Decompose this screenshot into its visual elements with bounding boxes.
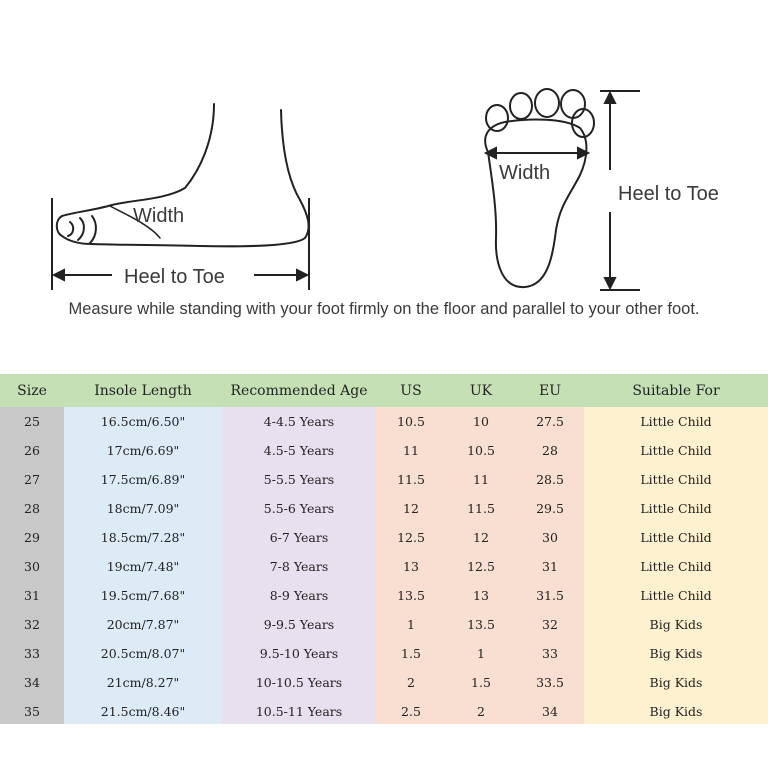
cell-size: 27 (0, 465, 64, 494)
cell-eu: 28 (516, 436, 584, 465)
header-suitable-for: Suitable For (584, 374, 768, 407)
cell-suitable-for: Little Child (584, 436, 768, 465)
cell-us: 13.5 (376, 581, 446, 610)
top-view-foot-illustration (485, 89, 594, 287)
cell-insole-length: 21.5cm/8.46" (64, 697, 222, 726)
cell-size: 33 (0, 639, 64, 668)
cell-recommended-age: 8-9 Years (222, 581, 376, 610)
cell-eu: 33.5 (516, 668, 584, 697)
cell-us: 11.5 (376, 465, 446, 494)
cell-eu: 30 (516, 523, 584, 552)
cell-suitable-for: Little Child (584, 494, 768, 523)
table-row (0, 552, 768, 581)
cell-size: 35 (0, 697, 64, 726)
cell-eu: 34 (516, 697, 584, 726)
cell-uk: 13.5 (446, 610, 516, 639)
cell-uk: 2 (446, 697, 516, 726)
cell-suitable-for: Big Kids (584, 610, 768, 639)
cell-uk: 1.5 (446, 668, 516, 697)
cell-suitable-for: Little Child (584, 523, 768, 552)
cell-us: 1 (376, 610, 446, 639)
cell-suitable-for: Little Child (584, 407, 768, 436)
cell-recommended-age: 4.5-5 Years (222, 436, 376, 465)
cell-suitable-for: Little Child (584, 552, 768, 581)
cell-insole-length: 18.5cm/7.28" (64, 523, 222, 552)
cell-us: 12.5 (376, 523, 446, 552)
cell-size: 31 (0, 581, 64, 610)
header-insole-length: Insole Length (64, 374, 222, 407)
cell-eu: 31 (516, 552, 584, 581)
cell-eu: 27.5 (516, 407, 584, 436)
cell-recommended-age: 9-9.5 Years (222, 610, 376, 639)
bottom-margin (0, 724, 768, 768)
cell-suitable-for: Big Kids (584, 697, 768, 726)
cell-size: 25 (0, 407, 64, 436)
cell-size: 26 (0, 436, 64, 465)
cell-us: 13 (376, 552, 446, 581)
cell-insole-length: 19cm/7.48" (64, 552, 222, 581)
table-row (0, 436, 768, 465)
cell-recommended-age: 9.5-10 Years (222, 639, 376, 668)
cell-eu: 28.5 (516, 465, 584, 494)
measurement-instruction: Measure while standing with your foot firmly on the floor and parallel to your other foot. (68, 300, 700, 318)
cell-us: 2 (376, 668, 446, 697)
table-header-row (0, 374, 768, 407)
top-heel-to-toe-label: Heel to Toe (618, 183, 719, 205)
cell-us: 12 (376, 494, 446, 523)
cell-suitable-for: Little Child (584, 581, 768, 610)
cell-recommended-age: 4-4.5 Years (222, 407, 376, 436)
cell-insole-length: 18cm/7.09" (64, 494, 222, 523)
header-eu: EU (516, 374, 584, 407)
table-row (0, 668, 768, 697)
table-row (0, 494, 768, 523)
table-row (0, 523, 768, 552)
cell-us: 1.5 (376, 639, 446, 668)
cell-eu: 33 (516, 639, 584, 668)
cell-insole-length: 20cm/7.87" (64, 610, 222, 639)
table-row (0, 697, 768, 726)
cell-us: 11 (376, 436, 446, 465)
cell-uk: 1 (446, 639, 516, 668)
cell-eu: 32 (516, 610, 584, 639)
cell-uk: 10 (446, 407, 516, 436)
cell-suitable-for: Big Kids (584, 668, 768, 697)
cell-size: 32 (0, 610, 64, 639)
table-row (0, 407, 768, 436)
side-heel-to-toe-label: Heel to Toe (124, 266, 225, 288)
cell-insole-length: 20.5cm/8.07" (64, 639, 222, 668)
cell-size: 30 (0, 552, 64, 581)
cell-suitable-for: Big Kids (584, 639, 768, 668)
cell-eu: 31.5 (516, 581, 584, 610)
table-row (0, 581, 768, 610)
cell-recommended-age: 10-10.5 Years (222, 668, 376, 697)
header-recommended-age: Recommended Age (222, 374, 376, 407)
cell-suitable-for: Little Child (584, 465, 768, 494)
cell-insole-length: 17cm/6.69" (64, 436, 222, 465)
header-us: US (376, 374, 446, 407)
cell-uk: 11 (446, 465, 516, 494)
cell-uk: 12.5 (446, 552, 516, 581)
cell-us: 2.5 (376, 697, 446, 726)
top-width-label: Width (499, 162, 551, 184)
top-width-ruler (486, 148, 588, 158)
cell-recommended-age: 6-7 Years (222, 523, 376, 552)
table-row (0, 465, 768, 494)
cell-insole-length: 21cm/8.27" (64, 668, 222, 697)
size-chart-table (0, 374, 768, 726)
cell-uk: 11.5 (446, 494, 516, 523)
cell-recommended-age: 5-5.5 Years (222, 465, 376, 494)
cell-size: 29 (0, 523, 64, 552)
cell-recommended-age: 7-8 Years (222, 552, 376, 581)
cell-insole-length: 17.5cm/6.89" (64, 465, 222, 494)
table-row (0, 610, 768, 639)
header-uk: UK (446, 374, 516, 407)
cell-uk: 13 (446, 581, 516, 610)
cell-eu: 29.5 (516, 494, 584, 523)
header-size: Size (0, 374, 64, 407)
side-width-label: Width (133, 205, 185, 227)
cell-recommended-age: 5.5-6 Years (222, 494, 376, 523)
cell-insole-length: 16.5cm/6.50" (64, 407, 222, 436)
cell-recommended-age: 10.5-11 Years (222, 697, 376, 726)
table-row (0, 639, 768, 668)
cell-us: 10.5 (376, 407, 446, 436)
cell-uk: 12 (446, 523, 516, 552)
cell-size: 28 (0, 494, 64, 523)
cell-size: 34 (0, 668, 64, 697)
foot-measurement-diagram (0, 0, 768, 330)
cell-insole-length: 19.5cm/7.68" (64, 581, 222, 610)
cell-uk: 10.5 (446, 436, 516, 465)
